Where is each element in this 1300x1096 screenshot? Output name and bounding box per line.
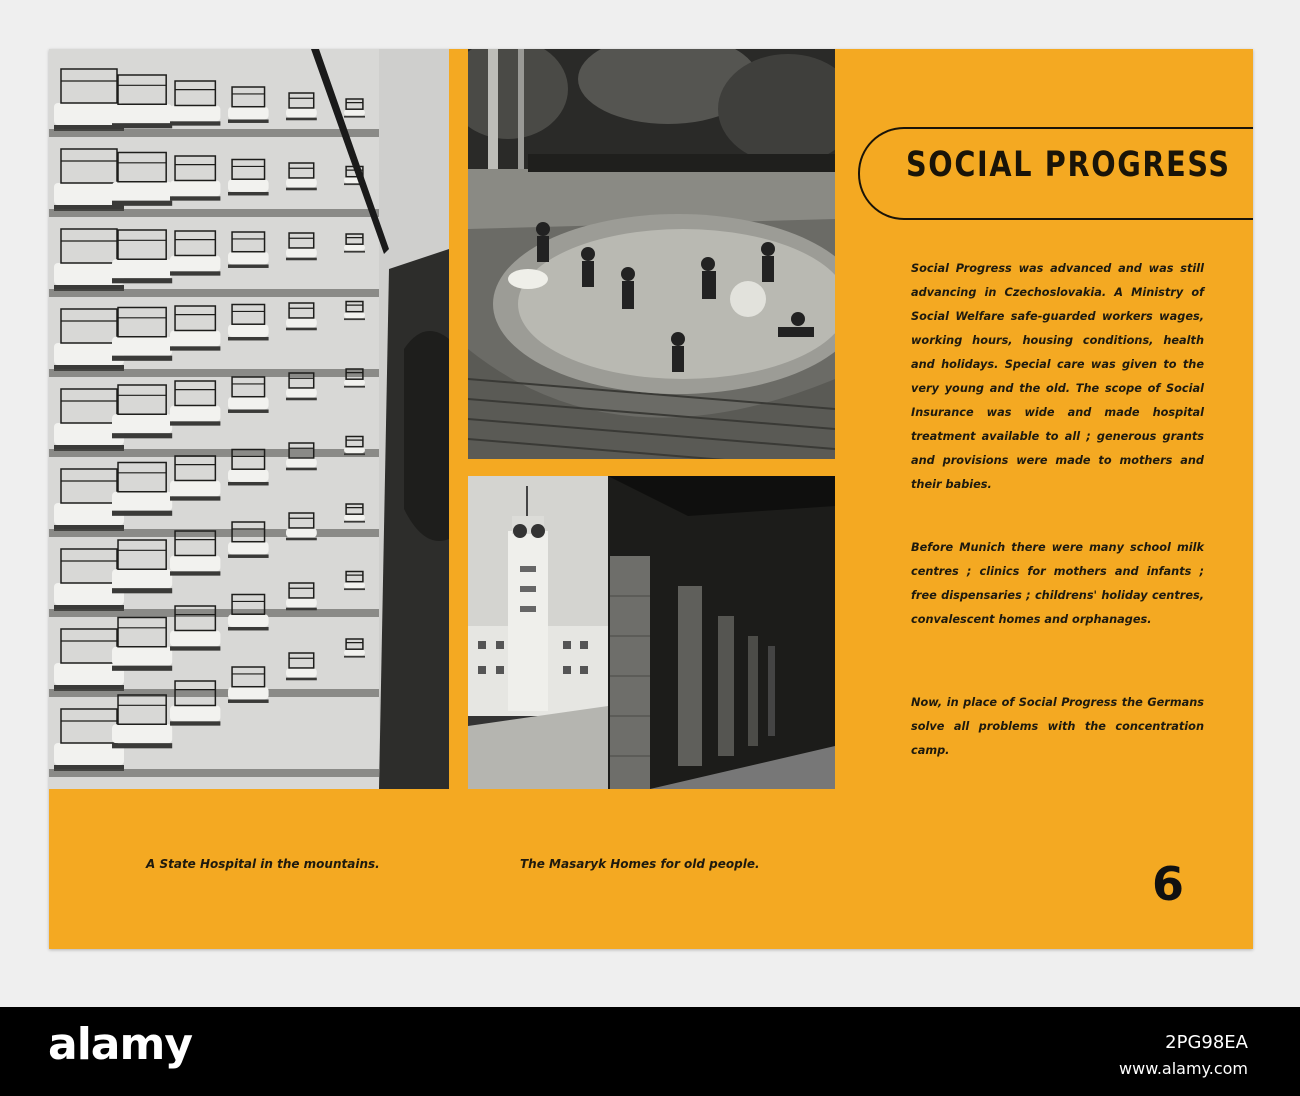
stock-footer-bar (0, 1007, 1300, 1096)
pool-photo (468, 49, 835, 459)
page-title: SOCIAL PROGRESS (906, 145, 1231, 185)
body-paragraph-2: Before Munich there were many school milk centres ; clinics for mothers and infants ; free dispensaries ; childrens' holiday centres, convalescent homes and orphanages. (911, 541, 1204, 626)
image-id: 2PG98EA (1165, 1032, 1248, 1053)
booklet-page (49, 49, 1253, 949)
body-paragraph-1: Social Progress was advanced and was still advancing in Czechoslovakia. A Ministry of Social Welfare safe-guarded workers wages, working hours, housing conditions, health and holidays. Special care was given to the very young and the old. The scope of Social Insurance was wide and made hospital treatment available to all ; generous grants and provisions were made to mothers and their babies. (911, 262, 1204, 491)
hospital-photo (49, 49, 449, 789)
page-number: 6 (1152, 857, 1185, 911)
caption-hospital: A State Hospital in the mountains. (146, 857, 380, 871)
caption-masaryk-homes: The Masaryk Homes for old people. (520, 857, 760, 871)
site-url: www.alamy.com (1119, 1059, 1248, 1078)
alamy-logo: alamy (48, 1019, 192, 1070)
body-paragraph-3: Now, in place of Social Progress the Germans solve all problems with the concentration camp. (911, 696, 1204, 757)
masaryk-homes-photo (468, 476, 835, 789)
